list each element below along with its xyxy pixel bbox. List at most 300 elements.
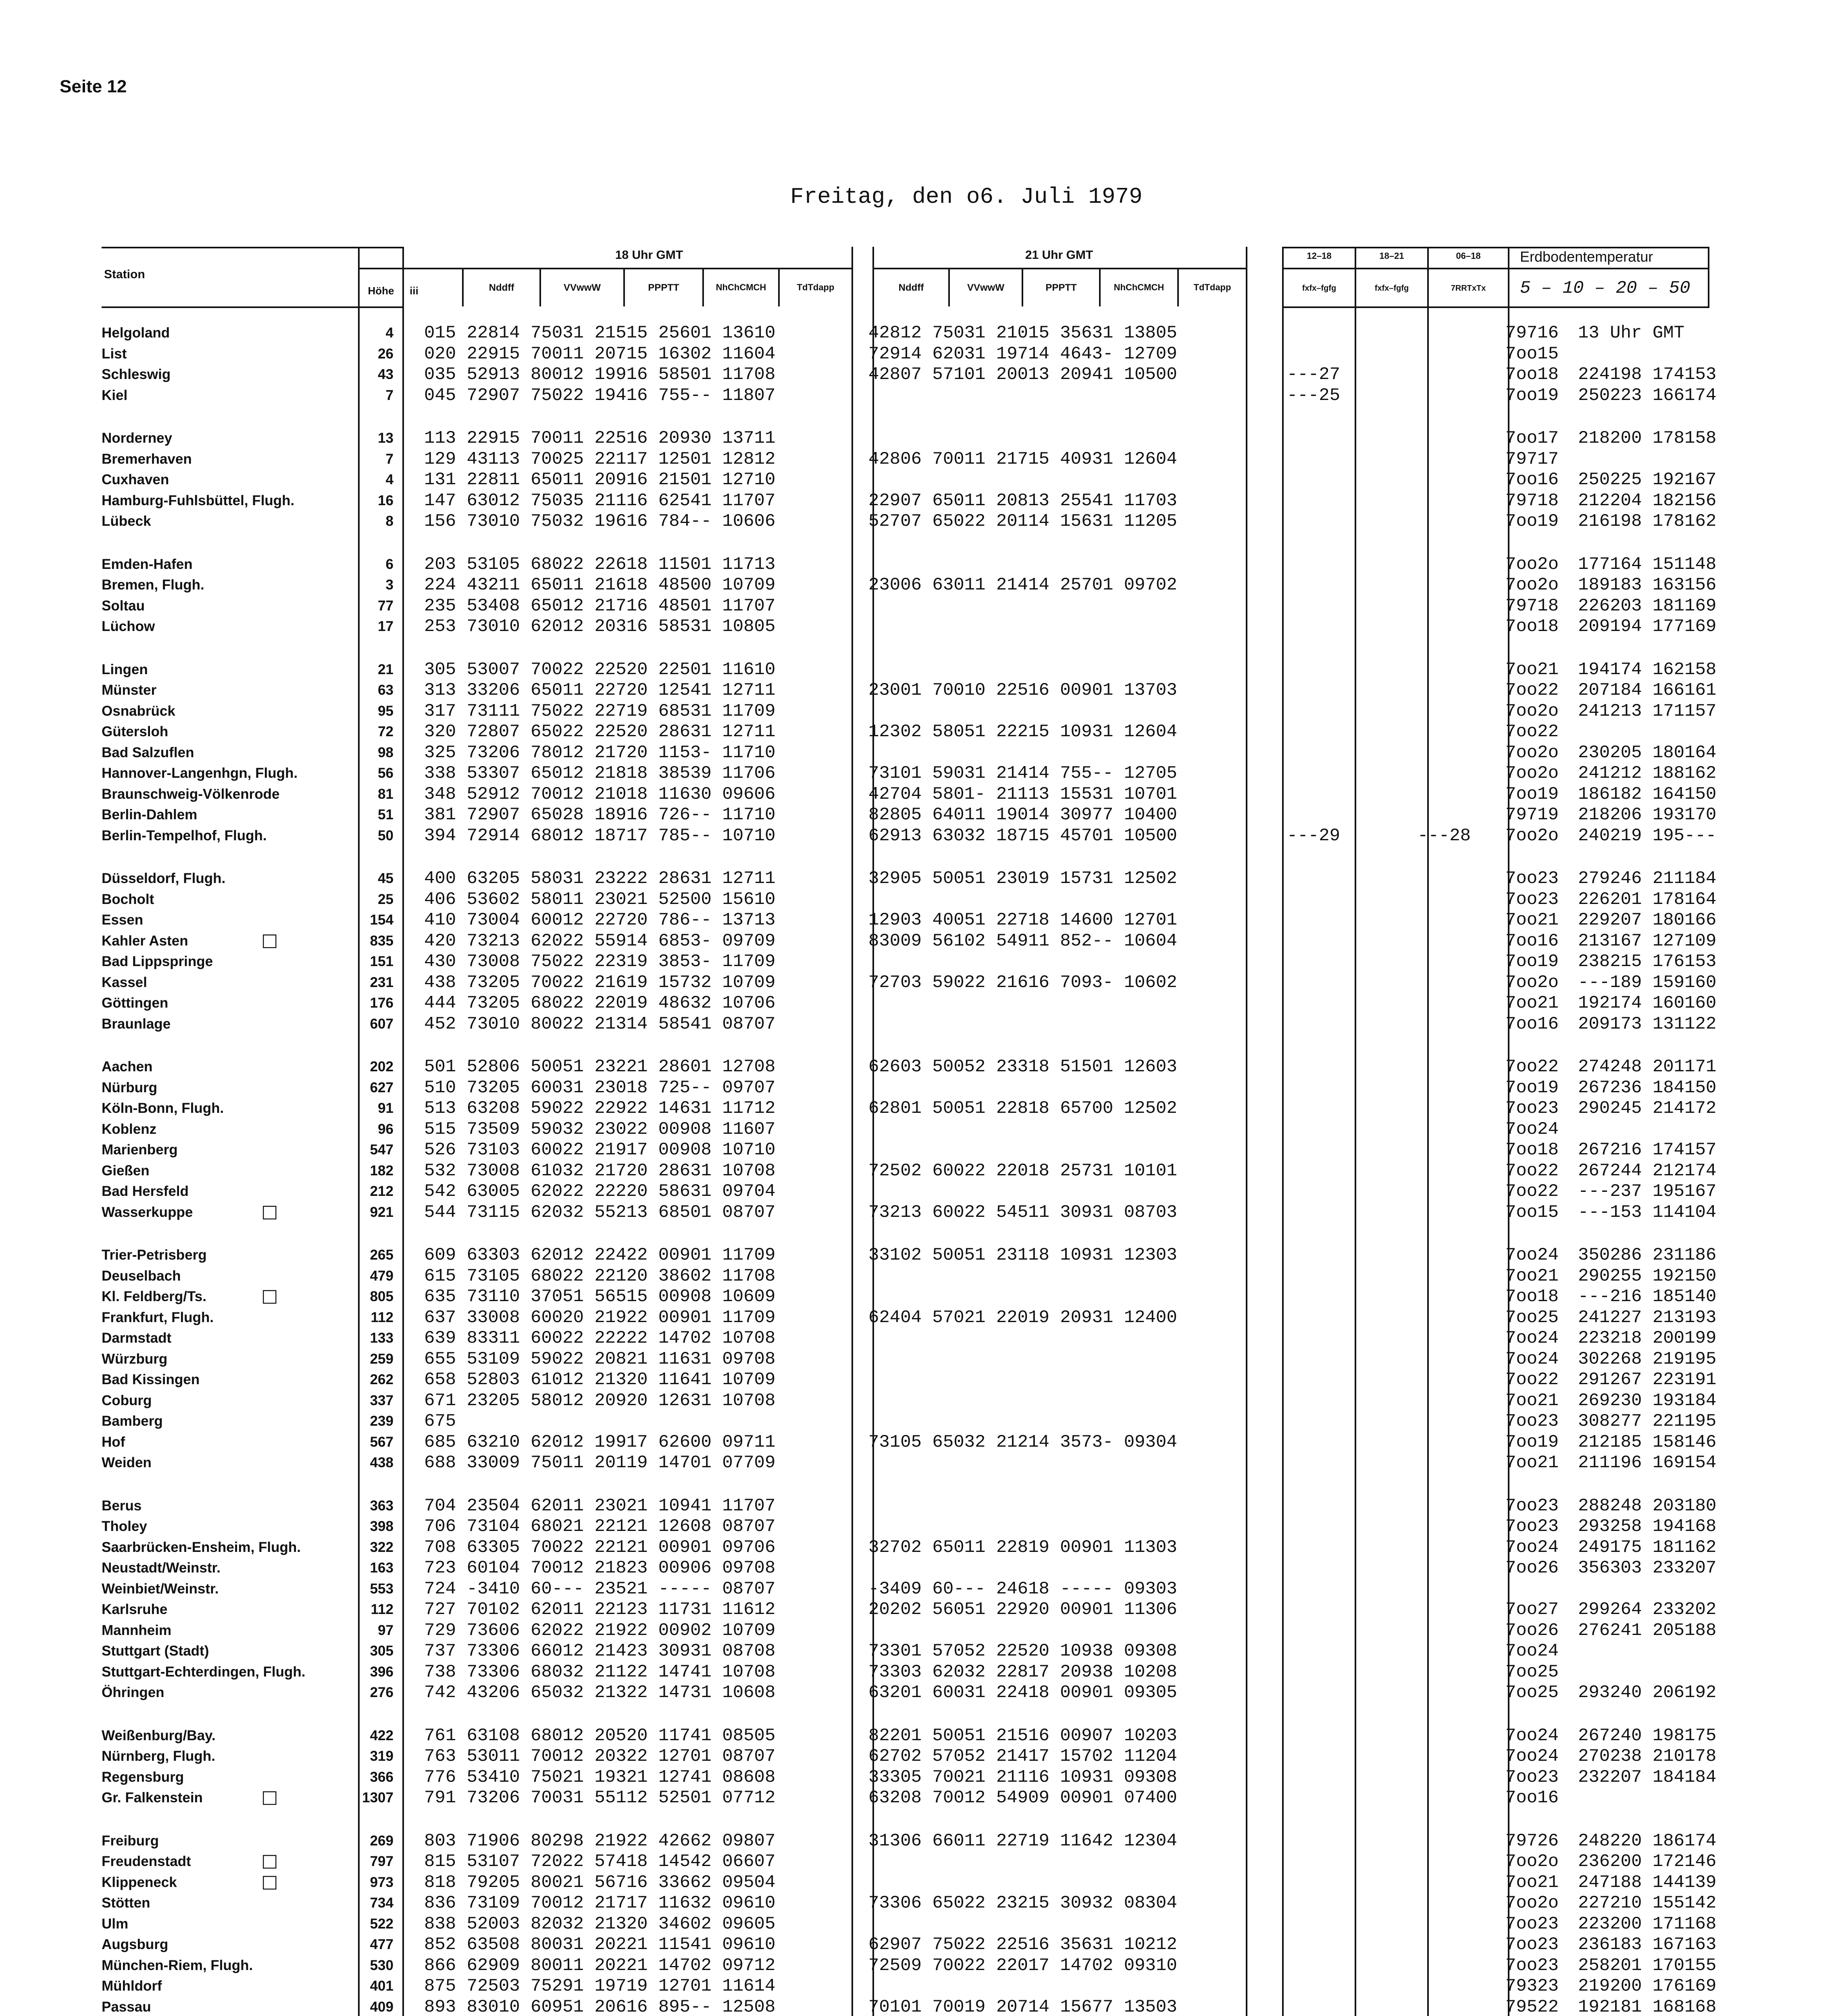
rain-temp-subheader: 7RRTxTx (1451, 284, 1486, 293)
station-name: Bad Kissingen (102, 1372, 200, 1387)
soil-temperature: 250223 166174 (1578, 385, 1717, 406)
table-row (0, 1369, 1834, 1390)
soil-temperature: 230205 180164 (1578, 743, 1717, 763)
station-name: Mühldorf (102, 1978, 162, 1994)
station-height: 21 (378, 662, 393, 677)
station-name: Trier-Petrisberg (102, 1247, 207, 1263)
station-name: Kassel (102, 975, 147, 990)
obs-18-utc: 639 83311 60022 22222 14702 10708 (424, 1328, 776, 1348)
station-height: 337 (370, 1393, 393, 1408)
station-marker: □ (261, 1285, 278, 1306)
soil-temperature: 249175 181162 (1578, 1537, 1717, 1558)
table-row (0, 1725, 1834, 1746)
obs-21-utc: 33305 70021 21116 10931 09308 (868, 1767, 1177, 1787)
obs-18-utc: 723 60104 70012 21823 00906 09708 (424, 1558, 776, 1578)
station-name: Nürnberg, Flugh. (102, 1748, 215, 1764)
soil-temperature: 236200 172146 (1578, 1851, 1717, 1872)
soil-temperature: 299264 233202 (1578, 1599, 1717, 1620)
obs-21-utc: 73213 60022 54511 30931 08703 (868, 1202, 1177, 1223)
station-name: Stuttgart-Echterdingen, Flugh. (102, 1664, 306, 1680)
obs-18-utc: 320 72807 65022 22520 28631 12711 (424, 722, 776, 742)
gust-12-18: ---25 (1287, 385, 1341, 406)
obs-18-utc: 671 23205 58012 20920 12631 10708 (424, 1391, 776, 1411)
station-name: Gr. Falkenstein (102, 1790, 203, 1806)
rain-temp-06-18: 7oo21 (1505, 1872, 1559, 1893)
obs-18-utc: 729 73606 62022 21922 00902 10709 (424, 1620, 776, 1641)
rain-temp-06-18: 79323 (1505, 1976, 1559, 1996)
soil-temperature: 267244 212174 (1578, 1161, 1717, 1181)
rain-temp-06-18: 7oo23 (1505, 1516, 1559, 1537)
soil-temperature: 241212 188162 (1578, 763, 1717, 783)
station-name: Bremen, Flugh. (102, 577, 204, 593)
obs-21-utc: 22907 65011 20813 25541 11703 (868, 491, 1177, 511)
rain-temp-06-18: 7oo24 (1505, 1726, 1559, 1746)
station-height: 547 (370, 1142, 393, 1158)
obs-18-utc: 348 52912 70012 21018 11630 09606 (424, 784, 776, 804)
soil-temperature: 207184 166161 (1578, 680, 1717, 700)
rain-temp-06-18: 7oo26 (1505, 1620, 1559, 1641)
soil-depths-header: 5 – 10 – 20 – 50 (1520, 278, 1690, 298)
station-name: Bocholt (102, 891, 154, 907)
soil-temperature: 212185 158146 (1578, 1432, 1717, 1452)
rain-temp-06-18: 7oo22 (1505, 1057, 1559, 1077)
station-name: Weißenburg/Bay. (102, 1728, 216, 1743)
soil-temperature: 293258 194168 (1578, 1516, 1717, 1537)
table-row (0, 1077, 1834, 1098)
soil-temperature: 308277 221195 (1578, 1411, 1717, 1431)
table-row (0, 804, 1834, 825)
soil-temperature: 267216 174157 (1578, 1140, 1717, 1160)
station-marker: □ (261, 1201, 278, 1222)
table-row (0, 344, 1834, 364)
obs-18-utc: 526 73103 60022 21917 00908 10710 (424, 1140, 776, 1160)
station-height: 7 (385, 451, 393, 467)
obs-21-utc: 32702 65011 22819 00901 11303 (868, 1537, 1177, 1558)
station-height: 4 (385, 325, 393, 341)
soil-temperature: 270238 210178 (1578, 1746, 1717, 1766)
obs-21-utc: 83009 56102 54911 852-- 10604 (868, 931, 1177, 951)
soil-temperature: 216198 178162 (1578, 511, 1717, 531)
station-name: Neustadt/Weinstr. (102, 1560, 221, 1576)
soil-temperature: 219200 176169 (1578, 1976, 1717, 1996)
station-name: Stötten (102, 1895, 150, 1911)
station-height: 13 (378, 430, 393, 446)
rain-temp-06-18: 7oo19 (1505, 1432, 1559, 1452)
soil-temperature: 236183 167163 (1578, 1935, 1717, 1955)
rain-temp-06-18: 7oo18 (1505, 1287, 1559, 1307)
obs-21-utc: -3409 60--- 24618 ----- 09303 (868, 1579, 1177, 1599)
station-height: 363 (370, 1498, 393, 1514)
col18-ppptt: PPPTT (648, 282, 679, 293)
rain-temp-06-18: 7oo17 (1505, 428, 1559, 448)
rain-temp-06-18: 7oo25 (1505, 1662, 1559, 1682)
station-name: Essen (102, 912, 144, 928)
station-name: Freudenstadt (102, 1854, 191, 1869)
obs-21-utc: 20202 56051 22920 00901 11306 (868, 1599, 1177, 1620)
station-height: 398 (370, 1518, 393, 1534)
table-row (0, 1851, 1834, 1872)
station-height: 16 (378, 493, 393, 508)
soil-temperature: 229207 180166 (1578, 910, 1717, 930)
obs-21-utc: 12903 40051 22718 14600 12701 (868, 910, 1177, 930)
rain-temp-06-18: 7oo23 (1505, 1956, 1559, 1976)
station-height: 438 (370, 1455, 393, 1470)
rain-temp-06-18: 7oo16 (1505, 931, 1559, 951)
station-name: Marienberg (102, 1142, 178, 1158)
table-row (0, 490, 1834, 511)
table-row (0, 1349, 1834, 1370)
station-height: 51 (378, 807, 393, 823)
station-name: Frankfurt, Flugh. (102, 1310, 214, 1325)
rain-temp-06-18: 7oo15 (1505, 344, 1559, 364)
soil-temperature: 247188 144139 (1578, 1872, 1717, 1893)
rain-temp-06-18: 7oo19 (1505, 784, 1559, 804)
obs-21-utc: 62801 50051 22818 65700 12502 (868, 1098, 1177, 1118)
rain-temp-06-18: 79522 (1505, 1997, 1559, 2016)
rain-temp-06-18: 7oo24 (1505, 1349, 1559, 1369)
table-row (0, 1245, 1834, 1266)
station-height: 43 (378, 367, 393, 382)
station-name: Klippeneck (102, 1874, 177, 1890)
station-height: 91 (378, 1100, 393, 1116)
station-name: Ulm (102, 1916, 129, 1932)
station-height: 607 (370, 1016, 393, 1032)
obs-18-utc: 609 63303 62012 22422 00901 11709 (424, 1245, 776, 1265)
table-row (0, 993, 1834, 1014)
obs-21-utc: 62913 63032 18715 45701 10500 (868, 826, 1177, 846)
rain-temp-06-18: 7oo22 (1505, 722, 1559, 742)
station-height: 422 (370, 1728, 393, 1743)
station-height: 182 (370, 1163, 393, 1179)
obs-18-utc: 706 73104 68021 22121 12608 08707 (424, 1516, 776, 1537)
table-row (0, 1432, 1834, 1453)
rain-temp-06-18: 7oo21 (1505, 993, 1559, 1013)
station-height: 63 (378, 682, 393, 698)
obs-18-utc: 761 63108 68012 20520 11741 08505 (424, 1726, 776, 1746)
soil-temperature: 226201 178164 (1578, 889, 1717, 910)
table-row (0, 1286, 1834, 1307)
table-row (0, 1682, 1834, 1703)
station-name: Kahler Asten (102, 933, 188, 949)
rain-temp-06-18: 7oo2o (1505, 554, 1559, 575)
obs-21-utc: 23006 63011 21414 25701 09702 (868, 575, 1177, 595)
rain-temp-06-18: 7oo19 (1505, 511, 1559, 531)
station-name: Nürburg (102, 1080, 158, 1095)
station-height: 322 (370, 1539, 393, 1555)
station-height: 112 (371, 1310, 393, 1325)
soil-temperature: 291267 223191 (1578, 1370, 1717, 1390)
table-row (0, 1955, 1834, 1976)
obs-18-utc: 655 53109 59022 20821 11631 09708 (424, 1349, 776, 1369)
obs-18-utc: 410 73004 60012 22720 786-- 13713 (424, 910, 776, 930)
table-row (0, 1976, 1834, 1997)
col18-clouds: NhChCMCH (716, 282, 766, 292)
soil-temperature: ---216 185140 (1578, 1287, 1717, 1307)
obs-21-utc: 72509 70022 22017 14702 09310 (868, 1956, 1177, 1976)
station-height: 401 (370, 1978, 393, 1994)
station-height: 231 (370, 975, 393, 990)
station-name: Bad Hersfeld (102, 1183, 189, 1199)
station-name: Karlsruhe (102, 1602, 168, 1617)
obs-18-utc: 852 63508 80031 20221 11541 09610 (424, 1935, 776, 1955)
rain-temp-06-18: 7oo23 (1505, 1914, 1559, 1934)
soil-temperature: 350286 231186 (1578, 1245, 1717, 1265)
soil-temperature: 276241 205188 (1578, 1620, 1717, 1641)
obs-18-utc: 444 73205 68022 22019 48632 10706 (424, 993, 776, 1013)
obs-18-utc: 532 73008 61032 21720 28631 10708 (424, 1161, 776, 1181)
rain-temp-06-18: 7oo24 (1505, 1119, 1559, 1139)
table-row (0, 1202, 1834, 1223)
table-row (0, 1579, 1834, 1599)
station-name: Mannheim (102, 1622, 172, 1638)
gust-12-18: ---27 (1287, 364, 1341, 385)
station-height: 26 (378, 346, 393, 362)
table-row (0, 763, 1834, 784)
soil-temperature: ---189 159160 (1578, 973, 1717, 993)
soil-temperature: ---237 195167 (1578, 1181, 1717, 1202)
station-height: 396 (370, 1664, 393, 1680)
period-0618-header: 06–18 (1456, 251, 1481, 261)
station-name: Hof (102, 1434, 125, 1450)
soil-temperature: 269230 193184 (1578, 1391, 1717, 1411)
obs-18-utc: 738 73306 68032 21122 14741 10708 (424, 1662, 776, 1682)
rain-temp-06-18: 7oo21 (1505, 660, 1559, 680)
obs-18-utc: 513 63208 59022 22922 14631 11712 (424, 1098, 776, 1118)
station-height: 805 (370, 1289, 393, 1304)
station-name: Freiburg (102, 1833, 159, 1849)
rain-temp-06-18: 79718 (1505, 596, 1559, 616)
soil-temperature: 290245 214172 (1578, 1098, 1717, 1118)
soil-temperature: 240219 195--- (1578, 826, 1717, 846)
station-height: 835 (370, 933, 393, 949)
obs-18-utc: 675 (424, 1411, 456, 1431)
obs-21-utc: 23001 70010 22516 00901 13703 (868, 680, 1177, 700)
obs-18-utc: 317 73111 75022 22719 68531 11709 (424, 701, 776, 721)
table-row (0, 616, 1834, 637)
obs-18-utc: 305 53007 70022 22520 22501 11610 (424, 660, 776, 680)
rain-temp-06-18: 7oo24 (1505, 1245, 1559, 1265)
obs-21-utc: 12302 58051 22215 10931 12604 (868, 722, 1177, 742)
table-row (0, 910, 1834, 931)
obs-18-utc: 635 73110 37051 56515 00908 10609 (424, 1287, 776, 1307)
obs-18-utc: 836 73109 70012 21717 11632 09610 (424, 1893, 776, 1913)
soil-temperature: 192181 168168 (1578, 1997, 1717, 2016)
station-height: 202 (370, 1059, 393, 1075)
station-name: Braunlage (102, 1016, 171, 1032)
col21-ppptt: PPPTT (1045, 282, 1077, 293)
rain-temp-06-18: 7oo25 (1505, 1683, 1559, 1703)
station-name: Soltau (102, 598, 145, 614)
obs-18-utc: 381 72907 65028 18916 726-- 11710 (424, 805, 776, 825)
station-height: 239 (370, 1413, 393, 1429)
station-name: Tholey (102, 1518, 147, 1534)
table-row (0, 1495, 1834, 1516)
soil-temperature: 209194 177169 (1578, 616, 1717, 637)
obs-18-utc: 763 53011 70012 20322 12701 08707 (424, 1746, 776, 1766)
station-marker: □ (261, 1850, 278, 1871)
rain-temp-06-18: 7oo23 (1505, 1098, 1559, 1118)
station-name: Hamburg-Fuhlsbüttel, Flugh. (102, 493, 295, 508)
rain-temp-06-18: 7oo2o (1505, 701, 1559, 721)
iii-header: iii (410, 285, 418, 297)
table-row (0, 1452, 1834, 1473)
station-marker: □ (261, 1787, 278, 1807)
rain-temp-06-18: 79726 (1505, 1831, 1559, 1851)
obs-21-utc: 82201 50051 21516 00907 10203 (868, 1726, 1177, 1746)
rain-temp-06-18: 7oo23 (1505, 1935, 1559, 1955)
rain-temp-06-18: 7oo18 (1505, 1140, 1559, 1160)
table-row (0, 1558, 1834, 1579)
obs-18-utc: 235 53408 65012 21716 48501 11707 (424, 596, 776, 616)
soil-temperature: 177164 151148 (1578, 554, 1717, 575)
page-label: Seite 12 (60, 77, 127, 96)
obs-21-utc: 63208 70012 54909 00901 07400 (868, 1788, 1177, 1808)
obs-21-utc: 72502 60022 22018 25731 10101 (868, 1161, 1177, 1181)
table-row (0, 1307, 1834, 1328)
obs-18-utc: 542 63005 62022 22220 58631 09704 (424, 1181, 776, 1202)
obs-18-utc: 544 73115 62032 55213 68501 08707 (424, 1202, 776, 1223)
rain-temp-06-18: 7oo15 (1505, 1202, 1559, 1223)
soil-temperature: 223218 200199 (1578, 1328, 1717, 1348)
station-name: List (102, 346, 127, 362)
station-name: Wasserkuppe (102, 1204, 193, 1220)
soil-temperature: 250225 192167 (1578, 470, 1717, 490)
soil-temperature: 224198 174153 (1578, 364, 1717, 385)
soil-temperature: 356303 233207 (1578, 1558, 1717, 1578)
station-name: Osnabrück (102, 703, 175, 719)
obs-18-utc: 791 73206 70031 55112 52501 07712 (424, 1788, 776, 1808)
station-height: 409 (370, 1999, 393, 2015)
soil-temperature: 267240 198175 (1578, 1726, 1717, 1746)
table-row (0, 1787, 1834, 1808)
table-row (0, 1599, 1834, 1620)
soil-temperature: 238215 176153 (1578, 952, 1717, 972)
soil-temperature: 227210 155142 (1578, 1893, 1717, 1913)
time18-header: 18 Uhr GMT (615, 248, 683, 262)
col18-nddff: Nddff (489, 282, 514, 293)
station-height: 479 (370, 1268, 393, 1284)
table-row (0, 1662, 1834, 1683)
obs-18-utc: 325 73206 78012 21720 1153- 11710 (424, 743, 776, 763)
obs-18-utc: 515 73509 59032 23022 00908 11607 (424, 1119, 776, 1139)
rain-temp-06-18: 7oo19 (1505, 1078, 1559, 1098)
station-height: 6 (385, 556, 393, 572)
station-height: 305 (370, 1643, 393, 1659)
obs-18-utc: 510 73205 60031 23018 725-- 09707 (424, 1078, 776, 1098)
table-row (0, 825, 1834, 846)
obs-21-utc: 73301 57052 22520 10938 09308 (868, 1641, 1177, 1661)
station-name: Augsburg (102, 1937, 169, 1952)
station-height: 265 (370, 1247, 393, 1263)
station-height: 151 (370, 954, 393, 969)
obs-21-utc: 52707 65022 20114 15631 11205 (868, 511, 1177, 531)
table-row (0, 1411, 1834, 1432)
soil-temperature: 241227 213193 (1578, 1308, 1717, 1328)
table-row (0, 1119, 1834, 1140)
soil-temperature: 213167 127109 (1578, 931, 1717, 951)
obs-18-utc: 708 63305 70022 22121 00901 09706 (424, 1537, 776, 1558)
obs-21-utc: 62907 75022 22516 35631 10212 (868, 1935, 1177, 1955)
col18-dew: TdTdapp (797, 282, 835, 292)
obs-21-utc: 62603 50052 23318 51501 12603 (868, 1057, 1177, 1077)
rain-temp-06-18: 79719 (1505, 805, 1559, 825)
gust-12-18: ---29 (1287, 826, 1341, 846)
rain-temp-06-18: 79717 (1505, 449, 1559, 469)
station-height: 163 (370, 1560, 393, 1576)
soil-temperature: 241213 171157 (1578, 701, 1717, 721)
obs-18-utc: 406 53602 58011 23021 52500 15610 (424, 889, 776, 910)
rain-temp-06-18: 7oo19 (1505, 952, 1559, 972)
obs-18-utc: 438 73205 70022 21619 15732 10709 (424, 973, 776, 993)
obs-21-utc: 42806 70011 21715 40931 12604 (868, 449, 1177, 469)
table-row (0, 1831, 1834, 1851)
obs-21-utc: 72703 59022 21616 7093- 10602 (868, 973, 1177, 993)
table-row (0, 364, 1834, 385)
obs-18-utc: 020 22915 70011 20715 16302 11604 (424, 344, 776, 364)
rain-temp-06-18: 7oo16 (1505, 1788, 1559, 1808)
obs-18-utc: 803 71906 80298 21922 42662 09807 (424, 1831, 776, 1851)
table-row (0, 1266, 1834, 1287)
time21-header: 21 Uhr GMT (1025, 248, 1093, 262)
soil-temperature: 279246 211184 (1578, 868, 1717, 889)
rain-temp-06-18: 7oo2o (1505, 826, 1559, 846)
col21-nddff: Nddff (898, 282, 924, 293)
table-row (0, 1056, 1834, 1077)
table-row (0, 575, 1834, 596)
station-height: 269 (370, 1833, 393, 1849)
station-marker: □ (261, 1871, 278, 1892)
obs-18-utc: 818 79205 80021 56716 33662 09504 (424, 1872, 776, 1893)
station-name: Köln-Bonn, Flugh. (102, 1100, 224, 1116)
station-name: Lingen (102, 662, 148, 677)
soil-temperature: 186182 164150 (1578, 784, 1717, 804)
rain-temp-06-18: 7oo21 (1505, 1266, 1559, 1286)
station-name: Bad Lippspringe (102, 954, 213, 969)
soil-temperature: 192174 160160 (1578, 993, 1717, 1013)
obs-18-utc: 727 70102 62011 22123 11731 11612 (424, 1599, 776, 1620)
station-height: 50 (378, 828, 393, 843)
soil-temperature: 274248 201171 (1578, 1057, 1717, 1077)
station-name: Kiel (102, 387, 128, 403)
obs-18-utc: 131 22811 65011 20916 21501 12710 (424, 470, 776, 490)
period-1821-header: 18–21 (1379, 251, 1404, 261)
soil-temperature: 212204 182156 (1578, 491, 1717, 511)
obs-18-utc: 501 52806 50051 23221 28601 12708 (424, 1057, 776, 1077)
rain-temp-06-18: 7oo25 (1505, 1308, 1559, 1328)
obs-18-utc: 875 72503 75291 19719 12701 11614 (424, 1976, 776, 1996)
rain-temp-06-18: 7oo2o (1505, 743, 1559, 763)
station-height: 3 (385, 577, 393, 593)
rain-temp-06-18: 7oo22 (1505, 1370, 1559, 1390)
station-height: 1307 (362, 1790, 393, 1806)
obs-18-utc: 688 33009 75011 20119 14701 07709 (424, 1453, 776, 1473)
station-height: 553 (370, 1581, 393, 1597)
table-row (0, 1328, 1834, 1349)
station-height: 212 (370, 1183, 393, 1199)
station-height: 366 (370, 1769, 393, 1785)
obs-21-utc: 62404 57021 22019 20931 12400 (868, 1308, 1177, 1328)
soil-temperature: 211196 169154 (1578, 1453, 1717, 1473)
obs-21-utc: 73303 62032 22817 20938 10208 (868, 1662, 1177, 1682)
station-height: 319 (370, 1748, 393, 1764)
station-name: Berus (102, 1498, 142, 1514)
station-name: Kl. Feldberg/Ts. (102, 1289, 206, 1304)
col18-vvwww: VVwwW (563, 282, 601, 293)
station-name: Aachen (102, 1059, 153, 1075)
rain-temp-06-18: 7oo21 (1505, 1453, 1559, 1473)
station-name: Düsseldorf, Flugh. (102, 871, 226, 886)
station-name: Schleswig (102, 367, 171, 382)
